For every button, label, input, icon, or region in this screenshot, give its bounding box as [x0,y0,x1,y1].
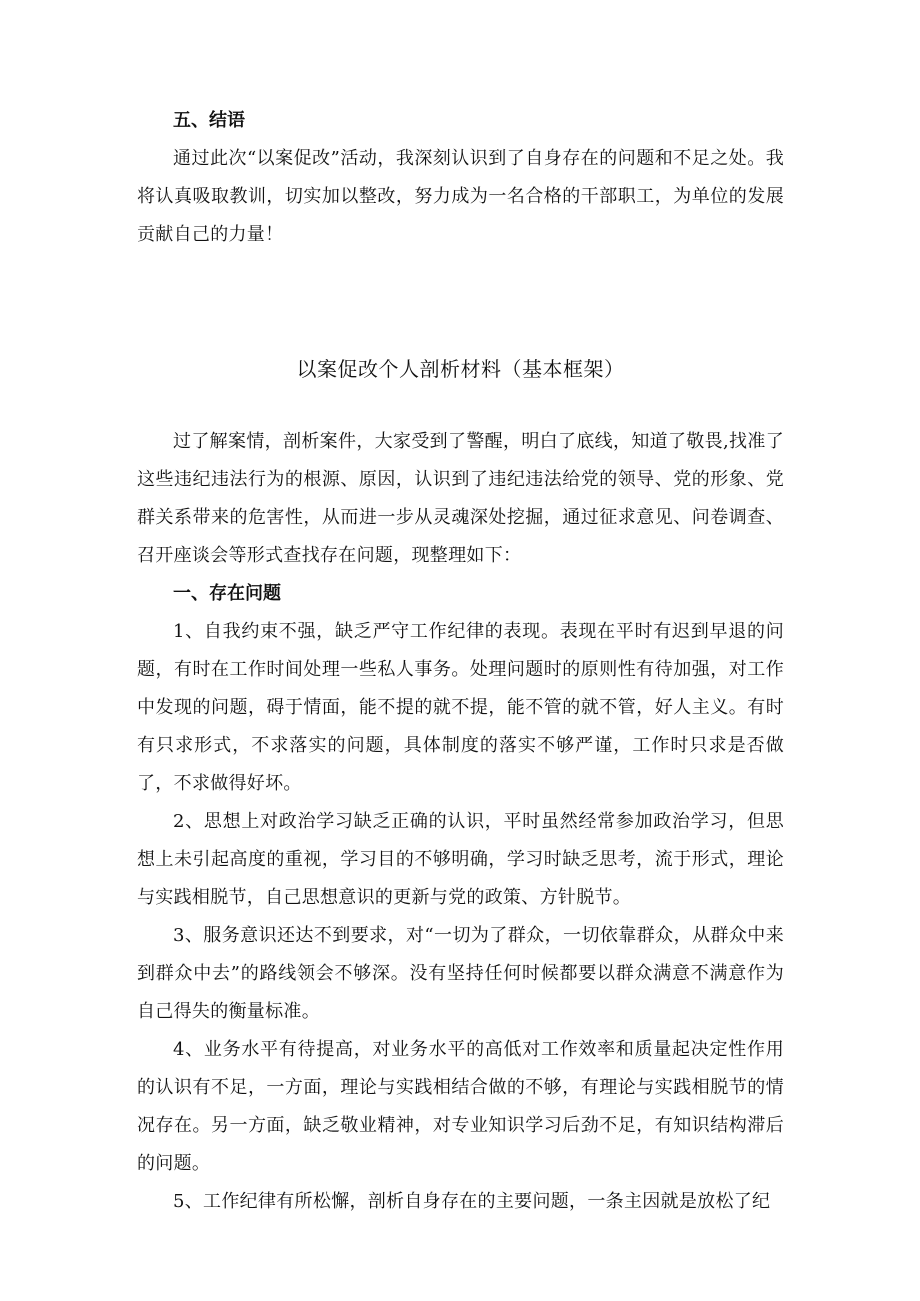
problem-item-1: 1、自我约束不强，缺乏严守工作纪律的表现。表现在平时有迟到早退的问题，有时在工作时间处理一些私人事务。处理问题时的原则性有待加强，对工作中发现的问题，碍于情面，能不提的就不提，能不管的就不管，好人主义。有时有只求形式，不求落实的问题，具体制度的落实不够严谨，工作时只求是否做了，不求做得好坏。 [137,621,784,794]
intro-paragraph: 过了解案情，剖析案件，大家受到了警醒，明白了底线，知道了敬畏,找准了这些违纪违法行为的根源、原因，认识到了违纪违法给党的领导、党的形象、党群关系带来的危害性，从而进一步从灵魂深处挖掘，通过征求意见、问卷调查、召开座谈会等形式查找存在问题，现整理如下： [137,431,784,566]
section-heading-problems: 一、存在问题 [173,583,281,604]
problem-item-3: 3、服务意识还达不到要求，对“一切为了群众，一切依靠群众，从群众中来到群众中去”的路线领会不够深。没有坚持任何时候都要以群众满意不满意作为自己得失的衡量标准。 [137,925,784,1022]
spacer [137,389,784,423]
conclusion-paragraph: 通过此次“以案促改”活动，我深刻认识到了自身存在的问题和不足之处。我将认真吸取教训，切实加以整改，努力成为一名合格的干部职工，为单位的发展贡献自己的力量！ [137,148,784,245]
spacer [137,254,784,349]
problem-item-2: 2、思想上对政治学习缺乏正确的认识，平时虽然经常参加政治学习，但思想上未引起高度的重视，学习目的不够明确，学习时缺乏思考，流于形式，理论与实践相脱节，自己思想意识的更新与党的政策、方针脱节。 [137,811,784,908]
section-heading-conclusion: 五、结语 [173,110,245,131]
document-title: 以案促改个人剖析材料（基本框架） [296,357,625,381]
problem-item-4: 4、业务水平有待提高，对业务水平的高低对工作效率和质量起决定性作用的认识有不足，一方面，理论与实践相结合做的不够，有理论与实践相脱节的情况存在。另一方面，缺乏敬业精神，对专业知识学习后劲不足，有知识结构滞后的问题。 [137,1039,784,1174]
problem-item-5: 5、工作纪律有所松懈，剖析自身存在的主要问题，一条主因就是放松了纪 [173,1191,771,1212]
